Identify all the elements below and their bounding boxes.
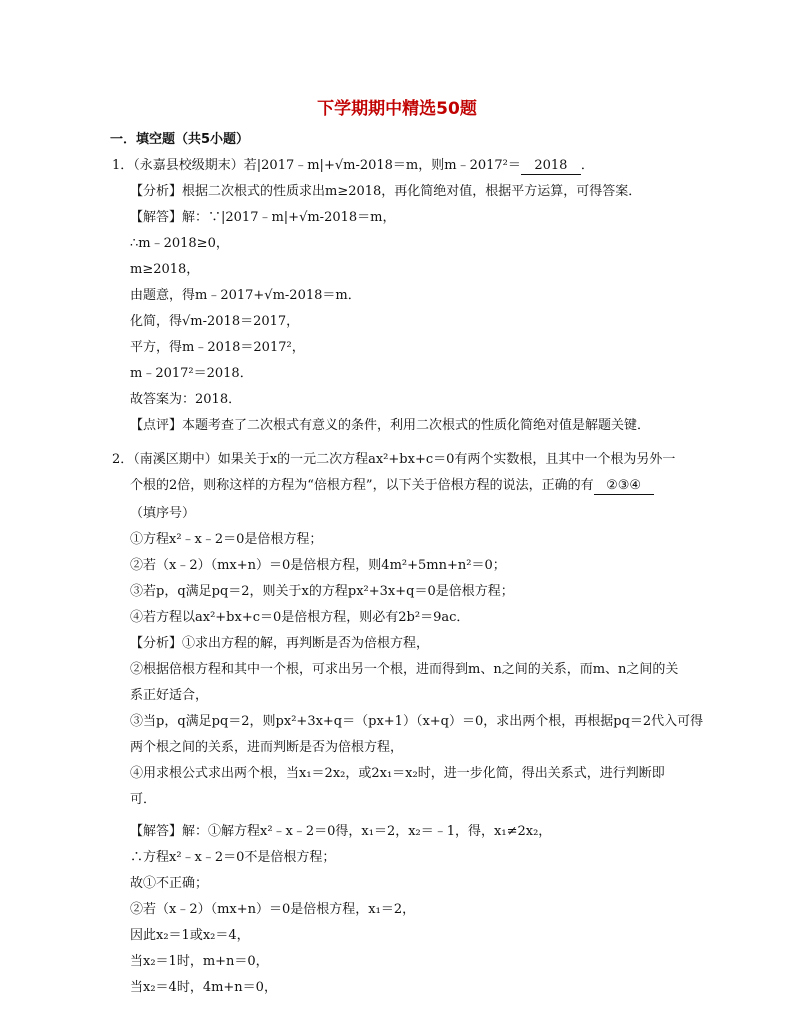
line-text: 2．（南溪区期中）如果关于x的一元二次方程ax²+bx+c＝0有两个实数根，且其中一个根为另外一 xyxy=(112,452,676,467)
line-text: ③若p，q满足pq＝2，则关于x的方程px²+3x+q＝0是倍根方程； xyxy=(130,584,514,599)
line-text: ④用求根公式求出两个根，当x₁＝2x₂，或2x₁＝x₂时，进一步化简，得出关系式，进行判断即 xyxy=(130,766,665,781)
text-line xyxy=(130,366,253,382)
text-line xyxy=(112,158,594,175)
line-text: 【点评】本题考查了二次根式有意义的条件，利用二次根式的性质化简绝对值是解题关键． xyxy=(130,418,651,433)
text-line xyxy=(130,314,299,330)
line-text: 因此x₂＝1或x₂＝4， xyxy=(130,928,250,943)
text-line xyxy=(130,902,415,918)
text-line xyxy=(130,418,650,434)
text-line xyxy=(130,558,506,574)
line-text: 【分析】根据二次根式的性质求出m≥2018，再化简绝对值，根据平方运算，可得答案． xyxy=(130,184,642,199)
text-line xyxy=(130,662,678,678)
line-text: m≥2018， xyxy=(130,262,200,277)
text-line xyxy=(130,288,361,304)
text-line xyxy=(130,876,208,892)
line-text: ①方程x²﹣x﹣2＝0是倍根方程； xyxy=(130,532,323,547)
text-line xyxy=(130,478,654,495)
line-text: 平方，得m﹣2018＝2017²， xyxy=(130,340,305,355)
answer-blank: ②③④ xyxy=(594,478,654,495)
text-line xyxy=(130,850,335,866)
line-text: m﹣2017²＝2018． xyxy=(130,366,253,381)
line-text: 由题意，得m﹣2017+√m-2018＝m． xyxy=(130,288,361,303)
line-text: 故答案为：2018． xyxy=(130,392,242,407)
text-line xyxy=(130,792,156,808)
line-text: ②若（x﹣2）（mx+n）＝0是倍根方程，x₁＝2， xyxy=(130,902,416,917)
text-line xyxy=(130,506,195,522)
line-text: ④若方程以ax²+bx+c＝0是倍根方程，则必有2b²＝9ac． xyxy=(130,610,470,625)
answer-blank: 2018 xyxy=(521,158,581,175)
text-line xyxy=(112,452,675,468)
text-line xyxy=(130,766,665,782)
line-text: ③当p，q满足pq＝2，则px²+3x+q＝（px+1）（x+q）＝0，求出两个根，再根据pq＝2代入可得 xyxy=(130,714,704,729)
line-text: 当x₂＝4时，4m+n＝0， xyxy=(130,980,277,995)
section-heading: 一．填空题（共5小题） xyxy=(110,132,250,147)
line-text: ②若（x﹣2）（mx+n）＝0是倍根方程，则4m²+5mn+n²＝0； xyxy=(130,558,506,573)
text-line xyxy=(130,392,241,408)
line-tail: ． xyxy=(580,158,594,173)
text-line xyxy=(130,532,322,548)
text-line xyxy=(130,610,469,626)
text-line xyxy=(130,340,305,356)
line-text: 当x₂＝1时，m+n＝0， xyxy=(130,954,269,969)
text-line xyxy=(130,210,395,226)
page-title: 下学期期中精选50题 xyxy=(317,99,477,119)
line-text: 两个根之间的关系，进而判断是否为倍根方程， xyxy=(130,740,404,755)
text-line xyxy=(130,740,403,756)
line-text: ②根据倍根方程和其中一个根，可求出另一个根，进而得到m、n之间的关系，而m、n之间的关 xyxy=(130,662,679,677)
text-line xyxy=(130,714,703,730)
line-text: 故①不正确； xyxy=(130,876,209,891)
text-line xyxy=(130,236,229,252)
line-text: 系正好适合， xyxy=(130,688,209,703)
line-text: 【解答】解：①解方程x²﹣x﹣2＝0得，x₁＝2，x₂＝﹣1，得，x₁≠2x₂， xyxy=(130,824,552,839)
line-text: ∴m﹣2018≥0， xyxy=(130,236,229,251)
text-line xyxy=(130,954,269,970)
text-line xyxy=(130,262,199,278)
line-text: （填序号） xyxy=(130,506,196,521)
line-text: 化简，得√m-2018＝2017， xyxy=(130,314,300,329)
line-text: 可． xyxy=(130,792,157,807)
line-text: 【分析】①求出方程的解，再判断是否为倍根方程， xyxy=(130,636,430,651)
text-line xyxy=(130,980,277,996)
text-line xyxy=(130,688,208,704)
text-line xyxy=(130,928,250,944)
text-line xyxy=(130,636,429,652)
line-text: ∴方程x²﹣x﹣2＝0不是倍根方程； xyxy=(130,850,336,865)
text-line xyxy=(130,584,514,600)
text-line xyxy=(130,184,641,200)
line-text: 个根的2倍，则称这样的方程为“倍根方程”，以下关于倍根方程的说法，正确的有 xyxy=(130,478,594,493)
text-line xyxy=(130,824,551,840)
line-text: 1．（永嘉县校级期末）若|2017﹣m|+√m-2018＝m，则m﹣2017²＝ xyxy=(112,158,521,173)
line-text: 【解答】解：∵|2017﹣m|+√m-2018＝m， xyxy=(130,210,396,225)
